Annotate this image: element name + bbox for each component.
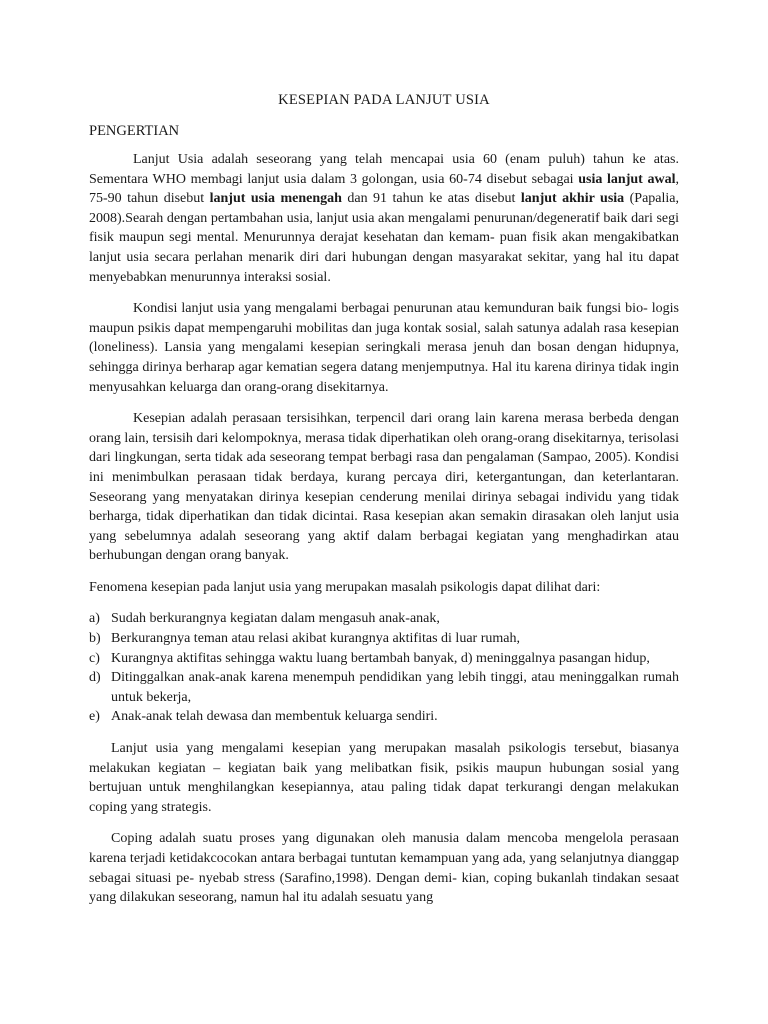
term-usia-lanjut-awal: usia lanjut awal	[578, 171, 676, 187]
list-item-text: Anak-anak telah dewasa dan membentuk keluarga sendiri.	[111, 709, 438, 725]
list-item-text: Sudah berkurangnya kegiatan dalam mengasuh anak-anak,	[111, 611, 440, 627]
list-item	[89, 649, 679, 669]
list-marker: d)	[89, 670, 101, 686]
list-item	[89, 668, 679, 707]
paragraph-2: Kondisi lanjut usia yang mengalami berbagai penurunan atau kemunduran baik fungsi bio- logis maupun psikis dapat mempengaruhi mobilitas dan juga kontak sosial, salah satunya adalah rasa kesepian (loneliness). Lansia yang mengalami kesepian seringkali merasa jenuh dan bosan dengan hidupnya, sehingga dirinya berharap agar kematian segera datang menjemputnya. Hal itu karena dirinya tidak ingin menyusahkan keluarga dan orang-orang disekitarnya.	[89, 301, 679, 395]
list-marker: a)	[89, 611, 100, 627]
phenomena-list	[89, 609, 679, 727]
paragraph-1-text-e: (Papalia, 2008).Searah dengan pertambahan usia, lanjut usia akan mengalami penurunan/degeneratif baik dari segi fisik maupun segi mental. Menurunnya derajat kesehatan dan kemam- puan fisik akan mengakibatkan lanjut usia secara perlahan menarik diri dari hubungan dengan masyarakat sekitar, yang hal itu dapat menyebabkan menurunnya interaksi sosial.	[89, 191, 679, 285]
paragraph-1-text-a: Lanjut Usia adalah seseorang yang telah mencapai usia 60 (enam puluh) tahun ke atas. Sementara WHO membagi lanjut usia dalam 3 golongan, usia 60-74 disebut sebagai	[89, 152, 679, 187]
list-item	[89, 609, 679, 629]
paragraph-1	[89, 150, 679, 287]
term-lanjut-usia-menengah: lanjut usia menengah	[209, 191, 342, 207]
paragraph-1-text-c: , 75-90 tahun disebut	[89, 171, 679, 207]
list-item	[89, 707, 679, 727]
list-marker: b)	[89, 631, 101, 647]
list-item-text: Berkurangnya teman atau relasi akibat kurangnya aktifitas di luar rumah,	[111, 631, 520, 647]
list-item	[89, 629, 679, 649]
section-heading: PENGERTIAN	[89, 123, 180, 139]
list-marker: c)	[89, 650, 100, 666]
document-title: KESEPIAN PADA LANJUT USIA	[278, 92, 490, 108]
list-item-text: Ditinggalkan anak-anak karena menempuh pendidikan yang lebih tinggi, atau meninggalkan rumah untuk bekerja,	[111, 670, 679, 705]
list-item-text: Kurangnya aktifitas sehingga waktu luang bertambah banyak, d) meninggalnya pasangan hidup,	[111, 650, 650, 666]
paragraph-1-text-d: dan 91 tahun ke atas disebut	[341, 191, 521, 207]
paragraph-6: Coping adalah suatu proses yang digunakan oleh manusia dalam mencoba mengelola perasaan karena terjadi ketidakcocokan antara berbagai tuntutan kemampuan yang ada, yang selanjutnya dianggap sebagai situasi pe- nyebab stress (Sarafino,1998). Dengan demi- kian, coping bukanlah tindakan sesaat yang dilakukan seseorang, namun hal itu adalah sesuatu yang	[89, 831, 679, 906]
paragraph-3: Kesepian adalah perasaan tersisihkan, terpencil dari orang lain karena merasa berbeda dengan orang lain, tersisih dari kelompoknya, merasa tidak diperhatikan oleh orang-orang disekitarnya, terisolasi dari lingkungan, serta tidak ada seseorang tempat berbagi rasa dan pengalaman (Sampao, 2005). Kondisi ini menimbulkan perasaan tidak berdaya, kurang percaya diri, ketergantungan, dan keterlantaran. Seseorang yang menyatakan dirinya kesepian cenderung menilai dirinya sebagai individu yang tidak berharga, tidak diperhatikan dan tidak dicintai. Rasa kesepian akan semakin dirasakan oleh lanjut usia yang sebelumnya adalah seseorang yang aktif dalam berbagai kegiatan yang menghadirkan atau berhubungan dengan orang banyak.	[89, 411, 679, 564]
term-lanjut-akhir-usia: lanjut akhir usia	[520, 191, 625, 207]
paragraph-4: Fenomena kesepian pada lanjut usia yang merupakan masalah psikologis dapat dilihat dari:	[89, 579, 601, 595]
list-marker: e)	[89, 709, 100, 725]
paragraph-5: Lanjut usia yang mengalami kesepian yang merupakan masalah psikologis tersebut, biasanya melakukan kegiatan – kegiatan baik yang melibatkan fisik, psikis maupun hubungan sosial yang bertujuan untuk menghilangkan kesepiannya, atau paling tidak dapat terkurangi dengan melakukan coping yang strategis.	[89, 741, 679, 815]
